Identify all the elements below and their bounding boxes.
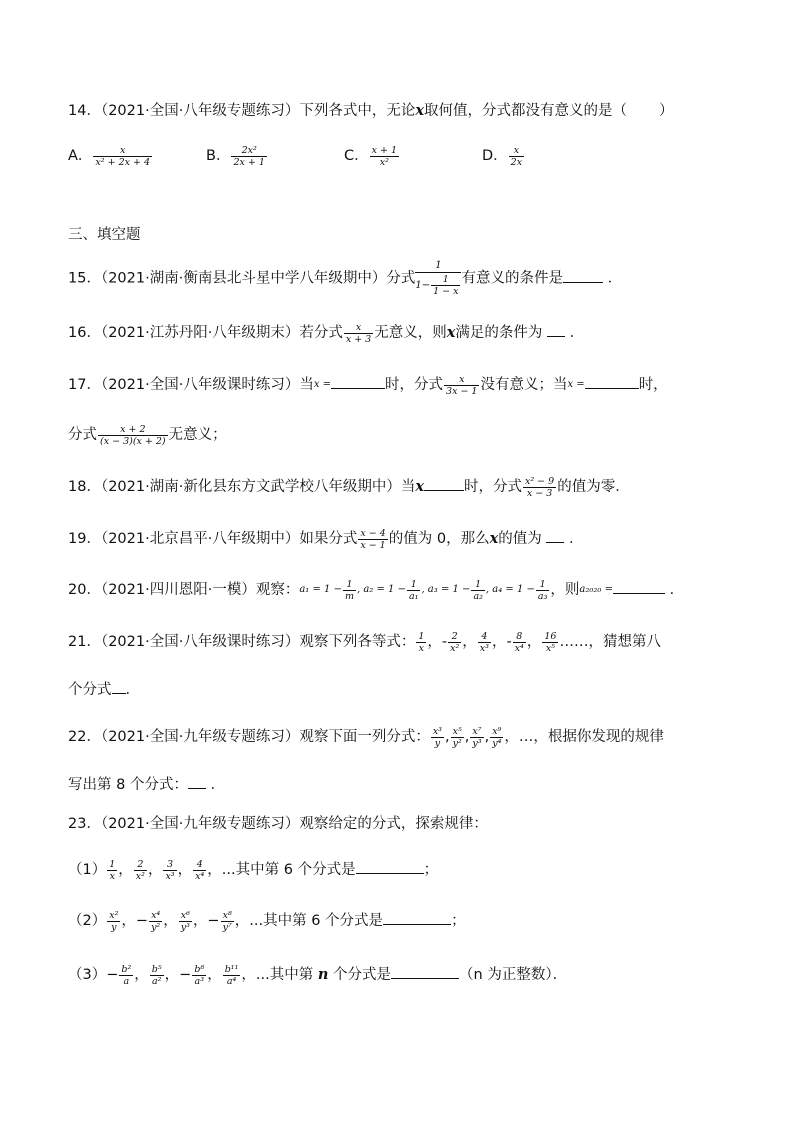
separator: , (445, 729, 450, 745)
answer-blank[interactable] (613, 579, 665, 594)
question-text: 时，分式 (385, 377, 444, 393)
fraction: $\frac{\text{x⁵}}{\text{y²}}$ (452, 725, 462, 749)
question-number: 16． (68, 325, 101, 341)
fraction: $\frac{\text{b²}}{a}$ (121, 963, 132, 987)
math-expression: x = (313, 379, 332, 390)
punctuation: ； (451, 913, 466, 929)
math-expression: x = (567, 379, 585, 390)
punctuation: ． (669, 582, 685, 598)
question-text: 观察给定的分式，探索规律： (299, 816, 488, 832)
option-label: C． (344, 148, 369, 164)
option-b[interactable] (206, 144, 268, 168)
question-number: 14． (68, 103, 101, 119)
fraction: $\frac{\text{x⁸}}{\text{y⁷}}$ (222, 909, 232, 933)
question-15 (68, 260, 622, 297)
question-source: （2021·全国·八年级专题练习） (100, 103, 300, 119)
variable: x (489, 530, 499, 547)
answer-blank[interactable] (331, 374, 385, 389)
question-text: 分式 (68, 427, 97, 443)
question-21-line-2 (68, 679, 140, 700)
question-source: （2021·湖南·衡南县北斗星中学八年级期中） (100, 270, 387, 287)
fraction: $\frac{1}{\text{a₂}}$ (473, 578, 483, 602)
question-21 (68, 627, 661, 657)
punctuation: ． (568, 531, 584, 547)
question-text: ，...其中第 6 个分式是 (234, 913, 384, 929)
answer-blank[interactable] (585, 374, 639, 389)
question-source: （2021·湖南·新化县东方文武学校八年级期中） (100, 479, 401, 495)
option-label: A． (68, 148, 93, 164)
question-text: （n 为正整数）． (459, 967, 568, 983)
separator: , (484, 729, 490, 745)
math-expression: , a₄ = 1 − (485, 584, 535, 595)
answer-blank[interactable] (424, 476, 464, 491)
option-fraction: $\frac{x}{2x}$ (510, 144, 523, 168)
fraction: $\frac{\text{x⁴}}{\text{y²}}$ (151, 909, 161, 933)
question-text: 下列各式中，无论 (299, 103, 416, 119)
fraction: $\frac{x + 2}{(x - 3)(x + 2)}$ (100, 423, 166, 447)
fraction: $\frac{1}{\text{a₁}}$ (408, 578, 419, 602)
answer-blank[interactable] (383, 910, 451, 925)
question-source: （2021·四川恩阳·一模） (100, 582, 256, 598)
separator: ， (462, 634, 477, 650)
separator: ， (526, 634, 542, 650)
part-label: （2） (68, 913, 107, 929)
fraction: $\frac{3}{\text{x³}}$ (165, 858, 175, 882)
fraction: $\frac{\text{b¹¹}}{\text{a⁴}}$ (224, 963, 239, 987)
question-text: 取何值，分式都没有意义的是（ (423, 103, 627, 119)
option-fraction: $\frac{x}{\text{x² + 2x + 4}}$ (95, 144, 151, 168)
variable: x (415, 478, 424, 495)
punctuation: ． (607, 270, 623, 287)
punctuation: ． (125, 682, 140, 698)
question-14 (68, 101, 673, 121)
variable: x (446, 324, 456, 341)
question-20 (68, 575, 684, 605)
question-text: 当 (400, 479, 416, 495)
question-23-part-3: （3）− $\frac{\text{b²}}{a}$ ， $\frac{\text{b⁵}}{\text{a²}}$ ，− $\frac{\text{b⁸}}{\text{a³}}$ ， $\frac{\text{b¹¹}}{\text{a⁴}}$ ，...其中第 n 个分式是 （n 为正整数）． (68, 963, 568, 987)
variable: x (415, 102, 424, 119)
option-label: B． (206, 148, 231, 164)
fraction: $\frac{1}{m}$ (344, 578, 354, 602)
answer-blank[interactable] (112, 679, 126, 694)
number: 8 (116, 777, 126, 793)
question-text: 个分式 (68, 682, 112, 698)
variable: n (317, 966, 329, 983)
question-17-line-2 (68, 420, 227, 450)
fraction: $\frac{1}{\text{a₃}}$ (537, 578, 548, 602)
question-source: （2021·全国·八年级课时练习） (100, 634, 300, 650)
option-fraction: $\frac{x + 1}{\text{x²}}$ (371, 144, 398, 168)
punctuation: ． (210, 777, 226, 793)
question-text: 观察： (255, 582, 300, 598)
option-a[interactable] (68, 144, 153, 168)
question-number: 19． (68, 531, 101, 547)
option-c[interactable] (344, 144, 400, 168)
fraction: $\frac{x}{3x - 1}$ (446, 373, 478, 397)
fraction: $\frac{8}{\text{x⁴}}$ (514, 630, 524, 654)
question-source: （2021·全国·九年级专题练习） (100, 729, 300, 745)
question-text: ） (658, 103, 674, 119)
question-number: 18． (68, 479, 101, 495)
question-23 (68, 814, 488, 834)
nested-fraction: 1 1− $\frac{1}{1 - x}$ (415, 260, 461, 297)
question-number: 21． (68, 634, 101, 650)
fraction: $\frac{4}{\text{x³}}$ (479, 630, 489, 654)
question-source: （2021·全国·九年级专题练习） (100, 816, 300, 832)
question-text: 如果分式 (299, 531, 358, 547)
answer-blank[interactable] (188, 774, 206, 789)
fraction: $\frac{\text{x⁶}}{\text{y³}}$ (180, 909, 190, 933)
fraction: $\frac{1}{x}$ (109, 858, 116, 882)
question-text: 分式 (386, 270, 416, 287)
question-text: 无意义，则 (374, 325, 447, 341)
question-text: 当 (299, 377, 314, 393)
punctuation: ； (423, 862, 439, 878)
question-text: 没有意义；当 (480, 377, 568, 393)
math-expression: a₂₀₂₀ = (579, 584, 613, 595)
question-text: 有意义的条件是 (461, 270, 563, 287)
question-source: （2021·北京昌平·八年级期中） (100, 531, 300, 547)
question-text: 若分式 (299, 325, 343, 341)
fraction: $\frac{\text{x³}}{y}$ (432, 725, 442, 749)
part-label: （1） (68, 862, 107, 878)
math-expression: , a₃ = 1 − (421, 584, 471, 595)
answer-blank[interactable] (546, 528, 564, 543)
question-text: 观察下列各等式： (299, 634, 416, 650)
question-text: ，...其中第 6 个分式是 (207, 862, 356, 878)
question-text: 的值为 (498, 531, 542, 547)
question-text: 写出第 (68, 777, 112, 793)
fraction: $\frac{\text{b⁵}}{\text{a²}}$ (151, 963, 162, 987)
question-source: （2021·江苏丹阳·八年级期末） (100, 325, 300, 341)
question-16 (68, 318, 584, 348)
question-text: 的值为零． (557, 479, 630, 495)
question-text: 满足的条件为 (455, 325, 543, 341)
question-number: 20． (68, 582, 101, 598)
question-number: 22． (68, 729, 101, 745)
answer-blank[interactable] (563, 268, 603, 283)
fraction: $\frac{1}{x}$ (418, 630, 425, 654)
question-19 (68, 524, 583, 554)
fraction: $\frac{\text{x²}}{y}$ (109, 909, 119, 933)
option-d[interactable] (482, 144, 525, 168)
punctuation: ． (569, 325, 585, 341)
part-label: （3） (68, 967, 107, 983)
answer-blank[interactable] (547, 322, 565, 337)
question-source: （2021·全国·八年级课时练习） (100, 377, 300, 393)
question-text: ……，猜想第八 (559, 634, 661, 650)
question-23-part-2: （2） $\frac{\text{x²}}{y}$ ，− $\frac{\text{x⁴}}{\text{y²}}$ ， $\frac{\text{x⁶}}{\text{y³}}$ ，− $\frac{\text{x⁸}}{\text{y⁷}}$ ，...其中第 6 个分式是 ； (68, 909, 466, 933)
question-text: ，则 (550, 582, 580, 598)
answer-blank[interactable] (391, 964, 459, 979)
question-22-line-2 (68, 774, 225, 795)
question-text: ，…，根据你发现的规律 (504, 729, 664, 745)
question-text: 个分式： (129, 777, 188, 793)
separator: ，- (491, 634, 512, 650)
question-22 (68, 722, 664, 752)
section-heading: 三、填空题 (68, 227, 141, 243)
fraction: $\frac{2}{\text{x²}}$ (450, 630, 460, 654)
question-text: 个分式是 (333, 967, 392, 983)
fraction: $\frac{\text{x² − 9}}{x - 3}$ (524, 475, 555, 499)
answer-paren-space[interactable] (627, 101, 659, 115)
option-label: D． (482, 148, 508, 164)
question-text: 时，分式 (463, 479, 522, 495)
question-text: ，...其中第 (241, 967, 314, 983)
fraction: $\frac{4}{\text{x⁴}}$ (195, 858, 205, 882)
fraction: $\frac{\text{x⁷}}{\text{y³}}$ (472, 725, 482, 749)
math-expression: a₁ = 1 − (299, 584, 342, 595)
fraction: $\frac{16}{\text{x⁵}}$ (544, 630, 557, 654)
fraction: $\frac{\text{b⁸}}{\text{a³}}$ (194, 963, 205, 987)
math-expression: , a₂ = 1 − (356, 584, 406, 595)
question-text: 的值为 0，那么 (388, 531, 490, 547)
question-text: 观察下面一列分式： (299, 729, 430, 745)
question-18 (68, 472, 630, 502)
option-fraction: $\frac{\text{2x²}}{2x + 1}$ (233, 144, 265, 168)
fraction: $\frac{2}{\text{x²}}$ (135, 858, 145, 882)
question-17 (68, 370, 668, 400)
answer-blank[interactable] (356, 859, 424, 874)
separator: , (464, 729, 470, 745)
separator: ，- (427, 634, 448, 650)
question-text: 无意义； (168, 427, 227, 443)
fraction: $\frac{x}{x + 3}$ (345, 321, 372, 345)
question-number: 23． (68, 816, 101, 832)
question-number: 15． (68, 270, 101, 287)
fraction: $\frac{\text{x⁹}}{\text{y⁴}}$ (492, 725, 502, 749)
fraction: $\frac{x - 4}{x - 1}$ (360, 527, 386, 551)
question-23-part-1: （1） $\frac{1}{x}$ ， $\frac{2}{\text{x²}}$ ， $\frac{3}{\text{x³}}$ ， $\frac{4}{\text{x⁴}}$ ，...其中第 6 个分式是 ； (68, 858, 439, 882)
question-text: 时， (638, 377, 668, 393)
question-number: 17． (68, 377, 101, 393)
